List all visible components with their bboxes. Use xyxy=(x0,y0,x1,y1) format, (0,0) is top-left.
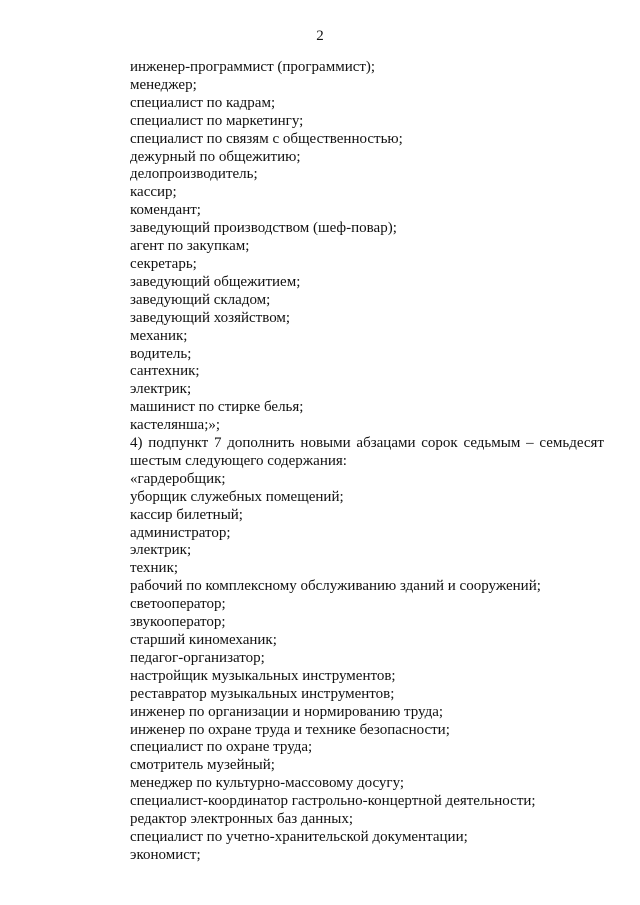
list-item: менеджер по культурно-массовому досугу; xyxy=(130,775,405,792)
list-item: звукооператор; xyxy=(130,614,226,631)
list-item: реставратор музыкальных инструментов; xyxy=(130,685,395,702)
list-item: заведующий производством (шеф-повар); xyxy=(130,220,397,237)
list-item: уборщик служебных помещений; xyxy=(130,488,344,505)
list-item: механик; xyxy=(130,327,188,344)
list-item: администратор; xyxy=(130,524,231,541)
list-item: специалист по маркетингу; xyxy=(130,112,304,129)
list-item: настройщик музыкальных инструментов; xyxy=(130,667,396,684)
list-item: специалист-координатор гастрольно-концертной деятельности; xyxy=(130,793,536,810)
list-item: специалист по кадрам; xyxy=(130,94,276,111)
list-item: водитель; xyxy=(130,345,192,362)
list-item: секретарь; xyxy=(130,255,197,272)
list-item: инженер-программист (программист); xyxy=(130,59,376,75)
position-list-b xyxy=(92,471,604,865)
list-item: специалист по связям с общественностью; xyxy=(130,130,403,147)
list-item: техник; xyxy=(130,560,179,577)
list-item: светооператор; xyxy=(130,596,226,613)
position-list-a xyxy=(92,59,604,435)
list-item: старший киномеханик; xyxy=(130,632,277,648)
list-item: машинист по стирке белья; xyxy=(130,399,304,416)
list-item: электрик; xyxy=(130,381,192,398)
list-item: делопроизводитель; xyxy=(130,166,258,183)
list-item: дежурный по общежитию; xyxy=(130,148,301,165)
list-item: кастелянша;»; xyxy=(130,417,221,434)
list-item: заведующий складом; xyxy=(130,291,271,308)
list-item: смотритель музейный; xyxy=(130,757,275,774)
list-item: специалист по охране труда; xyxy=(130,739,313,756)
list-item: комендант; xyxy=(130,202,201,219)
list-item: редактор электронных баз данных; xyxy=(130,811,354,828)
list-item: кассир; xyxy=(130,184,177,201)
list-item: заведующий общежитием; xyxy=(130,273,301,290)
list-item: рабочий по комплексному обслуживанию зданий и сооружений; xyxy=(130,578,541,595)
list-item: педагог-организатор; xyxy=(130,649,265,666)
list-item: кассир билетный; xyxy=(130,506,243,523)
list-item: экономист; xyxy=(130,846,201,863)
document-body xyxy=(92,59,604,865)
list-item: инженер по охране труда и технике безопасности; xyxy=(130,721,450,738)
list-item: сантехник; xyxy=(130,363,200,380)
list-item: менеджер; xyxy=(130,76,197,93)
list-item: электрик; xyxy=(130,542,192,559)
page-number: 2 xyxy=(316,28,324,44)
list-item: специалист по учетно-хранительской документации; xyxy=(130,828,468,845)
amendment-paragraph-4: 4) подпункт 7 дополнить новыми абзацами сорок седьмым – семьдесят шестым следующего содержания: xyxy=(130,435,604,469)
list-item: инженер по организации и нормированию труда; xyxy=(130,703,444,720)
list-item: заведующий хозяйством; xyxy=(130,309,291,326)
list-item: агент по закупкам; xyxy=(130,238,250,255)
list-item: «гардеробщик; xyxy=(130,470,226,487)
